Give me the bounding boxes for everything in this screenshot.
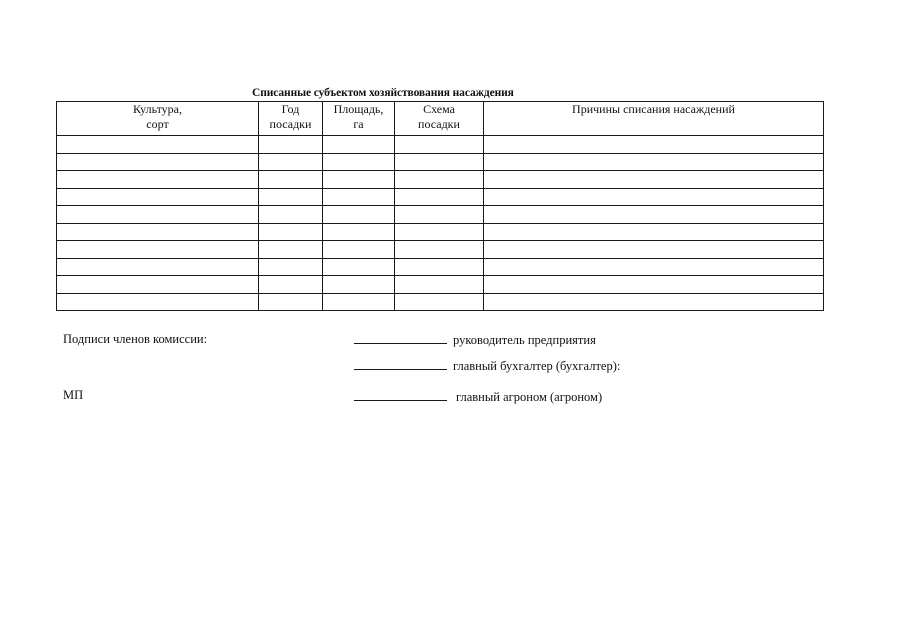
table-cell-area[interactable]	[323, 171, 395, 189]
signature-line-chief-agronomist[interactable]	[354, 387, 447, 401]
table-cell-area[interactable]	[323, 293, 395, 311]
column-header-planting-scheme-line2: посадки	[418, 117, 460, 131]
table-cell-planting-year[interactable]	[259, 171, 323, 189]
table-cell-area[interactable]	[323, 241, 395, 259]
table-cell-writeoff-reason[interactable]	[484, 276, 824, 294]
table-cell-planting-scheme[interactable]	[395, 293, 484, 311]
signature-role-chief-agronomist: главный агроном (агроном)	[456, 390, 603, 404]
table-row	[57, 223, 824, 241]
table-cell-writeoff-reason[interactable]	[484, 258, 824, 276]
table-row	[57, 293, 824, 311]
table-cell-writeoff-reason[interactable]	[484, 136, 824, 154]
table-cell-area[interactable]	[323, 206, 395, 224]
table-cell-area[interactable]	[323, 276, 395, 294]
table-cell-planting-year[interactable]	[259, 136, 323, 154]
document-title: Списанные субъектом хозяйствования насаждения	[252, 87, 514, 99]
table-cell-area[interactable]	[323, 258, 395, 276]
table-cell-planting-year[interactable]	[259, 241, 323, 259]
column-header-culture-line1: Культура,	[133, 102, 182, 116]
column-header-writeoff-reasons-line1: Причины списания насаждений	[572, 102, 735, 116]
column-header-planting-year-line2: посадки	[269, 117, 312, 131]
table-cell-writeoff-reason[interactable]	[484, 153, 824, 171]
table-cell-culture[interactable]	[57, 258, 259, 276]
column-header-planting-year	[259, 102, 323, 136]
column-header-planting-scheme	[395, 102, 484, 136]
table-cell-area[interactable]	[323, 188, 395, 206]
table-header-row	[57, 102, 824, 136]
table-cell-planting-year[interactable]	[259, 206, 323, 224]
table-cell-area[interactable]	[323, 136, 395, 154]
table-cell-planting-scheme[interactable]	[395, 241, 484, 259]
table-cell-area[interactable]	[323, 153, 395, 171]
table-cell-planting-scheme[interactable]	[395, 136, 484, 154]
column-header-culture	[57, 102, 259, 136]
signature-line-chief-accountant[interactable]	[354, 356, 447, 370]
signature-row-chief-accountant	[354, 356, 620, 372]
table-cell-planting-scheme[interactable]	[395, 276, 484, 294]
table-cell-culture[interactable]	[57, 223, 259, 241]
table-row	[57, 206, 824, 224]
table-cell-area[interactable]	[323, 223, 395, 241]
column-header-writeoff-reasons	[484, 102, 824, 136]
table-cell-planting-scheme[interactable]	[395, 153, 484, 171]
table-cell-planting-year[interactable]	[259, 258, 323, 276]
table-row	[57, 136, 824, 154]
table-cell-culture[interactable]	[57, 241, 259, 259]
table-cell-planting-scheme[interactable]	[395, 206, 484, 224]
column-header-area-line1: Площадь,	[333, 102, 384, 116]
table-cell-planting-year[interactable]	[259, 188, 323, 206]
table-row	[57, 153, 824, 171]
table-row	[57, 171, 824, 189]
table-cell-planting-year[interactable]	[259, 223, 323, 241]
writeoff-table	[56, 101, 824, 311]
table-cell-culture[interactable]	[57, 188, 259, 206]
table-cell-planting-scheme[interactable]	[395, 171, 484, 189]
table-cell-writeoff-reason[interactable]	[484, 171, 824, 189]
table-row	[57, 188, 824, 206]
table-row	[57, 276, 824, 294]
signature-row-chief-agronomist	[354, 387, 602, 403]
table-cell-culture[interactable]	[57, 276, 259, 294]
signature-row-director	[354, 330, 596, 346]
column-header-planting-year-line1: Год	[281, 102, 300, 116]
table-cell-writeoff-reason[interactable]	[484, 241, 824, 259]
signature-role-chief-accountant: главный бухгалтер (бухгалтер):	[453, 359, 621, 373]
table-cell-culture[interactable]	[57, 153, 259, 171]
table-cell-planting-scheme[interactable]	[395, 223, 484, 241]
table-cell-planting-scheme[interactable]	[395, 258, 484, 276]
table-cell-writeoff-reason[interactable]	[484, 188, 824, 206]
table-row	[57, 241, 824, 259]
table-cell-writeoff-reason[interactable]	[484, 293, 824, 311]
table-cell-culture[interactable]	[57, 293, 259, 311]
table-cell-planting-year[interactable]	[259, 276, 323, 294]
signature-role-director: руководитель предприятия	[453, 333, 596, 347]
signature-line-director[interactable]	[354, 330, 447, 344]
table-cell-culture[interactable]	[57, 206, 259, 224]
table-cell-planting-year[interactable]	[259, 153, 323, 171]
column-header-culture-line2: сорт	[146, 117, 169, 131]
column-header-area-line2: га	[353, 117, 364, 131]
stamp-placeholder-label: МП	[63, 388, 84, 402]
table-cell-planting-year[interactable]	[259, 293, 323, 311]
table-cell-writeoff-reason[interactable]	[484, 223, 824, 241]
column-header-area	[323, 102, 395, 136]
table-cell-culture[interactable]	[57, 136, 259, 154]
table-cell-culture[interactable]	[57, 171, 259, 189]
column-header-planting-scheme-line1: Схема	[423, 102, 455, 116]
table-cell-planting-scheme[interactable]	[395, 188, 484, 206]
commission-signatures-label: Подписи членов комиссии:	[63, 332, 208, 346]
table-row	[57, 258, 824, 276]
table-cell-writeoff-reason[interactable]	[484, 206, 824, 224]
